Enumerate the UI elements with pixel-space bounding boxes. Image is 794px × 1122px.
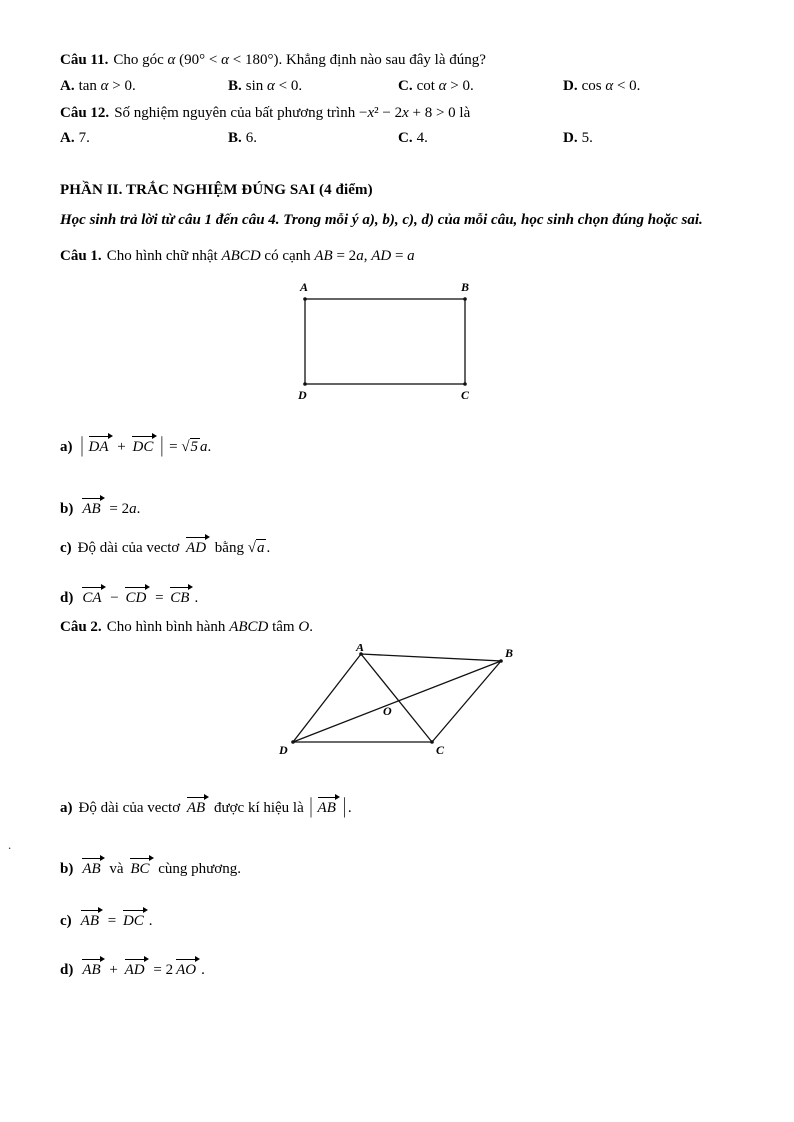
math-token-vec: CB: [168, 586, 193, 607]
parallelogram-figure: [277, 644, 754, 774]
statement-text: [79, 501, 140, 517]
math-token-bar: |: [342, 794, 346, 819]
math-token-txt: (90° <: [175, 52, 222, 68]
math-token-txt: < 0.: [613, 77, 641, 94]
math-token-txt: =: [165, 439, 182, 455]
math-token-txt: 7.: [78, 130, 90, 147]
math-token-it: ABCD: [221, 247, 261, 264]
option-text: [582, 78, 641, 94]
section-instruction: Học sinh trả lời từ câu 1 đến câu 4. Trong mỗi ý a), b), c), d) của mỗi câu, học sinh chọn đúng hoặc sai.: [60, 211, 703, 228]
math-token-txt: cùng phương.: [154, 861, 241, 877]
math-token-vec: AD: [123, 958, 149, 979]
math-token-txt: +: [105, 962, 122, 978]
statement-label: a): [60, 799, 73, 816]
math-token-vec: BC: [128, 857, 153, 878]
option-label: A.: [60, 77, 75, 94]
option-text: [79, 78, 136, 94]
math-token-txt: Cho góc: [113, 52, 168, 68]
stray-mark: .: [8, 837, 12, 852]
vertex-label-b: B: [505, 645, 514, 660]
statement-c1-c: [60, 536, 754, 560]
math-token-it: x: [402, 104, 409, 121]
option-text: [417, 78, 474, 94]
math-token-txt: > 0.: [108, 77, 136, 94]
question-11-text: [113, 52, 486, 68]
math-token-vec: CD: [123, 586, 150, 607]
math-token-txt: + 8 > 0 là: [408, 104, 471, 121]
option-12-b: [228, 128, 398, 150]
option-11-b: [228, 76, 398, 98]
math-token-it: a: [407, 247, 415, 264]
option-label: B.: [228, 77, 242, 94]
statement-c1-a: [60, 435, 754, 459]
diagonal-ac: [361, 654, 432, 742]
math-token-vec: AB: [185, 796, 209, 817]
statement-text: [79, 433, 212, 458]
math-token-it: α: [605, 77, 614, 94]
math-token-vec: AB: [79, 909, 103, 930]
parallelogram-svg: [277, 644, 527, 766]
statement-c2-b: [60, 857, 754, 881]
rectangle-shape: [305, 299, 465, 384]
option-label: C.: [398, 130, 413, 147]
question-c1-label: Câu 1.: [60, 247, 102, 264]
statement-c2-c: [60, 909, 754, 933]
math-token-txt: .: [136, 500, 141, 517]
math-token-vec: AD: [184, 536, 210, 557]
statement-c2-a: [60, 796, 754, 820]
question-11-options: [60, 76, 754, 98]
question-12-options: [60, 128, 754, 150]
option-label: C.: [398, 77, 413, 94]
vertex-label-c: C: [436, 742, 445, 757]
math-token-txt: Độ dài của vectơ: [78, 799, 184, 816]
question-11: [60, 50, 754, 72]
math-token-it: a: [200, 439, 208, 455]
option-12-a: [60, 128, 228, 150]
math-token-txt: 4.: [416, 130, 428, 147]
math-token-txt: ,: [363, 247, 372, 264]
math-token-vec: DC: [130, 435, 157, 456]
rectangle-figure: [291, 281, 754, 409]
math-token-txt: = 2: [332, 247, 357, 264]
math-token-sqrt: √5: [181, 439, 199, 455]
math-token-it: a: [356, 247, 364, 264]
math-token-it: a: [129, 500, 137, 517]
question-c1-text: [107, 248, 415, 264]
question-c2-label: Câu 2.: [60, 619, 102, 635]
math-token-it: α: [167, 52, 176, 68]
statement-label: d): [60, 589, 74, 606]
math-token-txt: ² − 2: [374, 104, 403, 121]
option-label: D.: [563, 130, 578, 147]
math-token-txt: .: [347, 799, 352, 816]
vertex-label-c: C: [461, 388, 470, 402]
statement-text: [78, 794, 352, 819]
statement-label: b): [60, 861, 74, 877]
math-token-txt: .: [266, 540, 271, 556]
option-label: B.: [228, 130, 242, 147]
math-token-txt: > 0.: [446, 77, 474, 94]
question-12: [60, 103, 754, 125]
option-text: [79, 130, 90, 146]
math-token-sqrt: √a: [247, 540, 265, 556]
math-token-it: α: [221, 52, 229, 68]
statement-label: b): [60, 500, 74, 517]
math-token-txt: .: [309, 619, 313, 635]
option-12-c: [398, 128, 563, 150]
math-token-vec: AB: [316, 796, 340, 817]
math-token-vec: DC: [121, 909, 148, 930]
math-token-txt: sin: [245, 77, 268, 94]
statement-label: c): [60, 912, 72, 929]
math-token-txt: = 2: [105, 500, 130, 517]
vertex-label-d: D: [298, 388, 307, 402]
math-token-txt: =: [151, 589, 168, 606]
math-token-txt: bằng: [211, 540, 248, 556]
question-12-text: [114, 105, 470, 121]
math-token-txt: cot: [416, 77, 439, 94]
option-text: [246, 130, 257, 146]
math-token-txt: có cạnh: [260, 247, 315, 264]
option-11-a: [60, 76, 228, 98]
math-token-txt: =: [103, 912, 120, 929]
math-token-txt: .: [194, 589, 199, 606]
question-c2-text: [107, 619, 313, 635]
math-token-it: α: [438, 77, 447, 94]
vertex-label-d: D: [279, 742, 288, 757]
math-token-vec: AB: [80, 857, 104, 878]
math-token-vec: AB: [80, 497, 104, 518]
corner-dots: [303, 297, 467, 386]
math-token-txt: .: [207, 439, 212, 455]
math-token-txt: < 180°). Khẳng định nào sau đây là đúng?: [228, 52, 486, 68]
option-label: D.: [563, 77, 578, 94]
statement-text: [79, 590, 198, 606]
option-label: A.: [60, 130, 75, 147]
math-token-it: AB: [314, 247, 333, 264]
statement-label: d): [60, 962, 74, 978]
vertex-label-a: A: [356, 643, 365, 654]
math-token-txt: =: [391, 247, 408, 264]
option-text: [417, 130, 428, 146]
question-12-label: Câu 12.: [60, 104, 110, 121]
math-token-txt: Cho hình bình hành: [106, 619, 230, 635]
statement-c1-d: [60, 586, 754, 610]
option-12-d: [563, 128, 754, 150]
math-token-it: ABCD: [229, 619, 269, 635]
math-token-txt: 6.: [245, 130, 258, 147]
math-token-txt: được kí hiệu là: [210, 799, 308, 816]
math-token-it: α: [100, 77, 109, 94]
math-token-txt: = 2: [149, 962, 174, 978]
math-token-bar: |: [309, 794, 313, 819]
statement-text: [78, 540, 271, 556]
math-token-txt: tan: [78, 77, 101, 94]
math-token-txt: Độ dài của vectơ: [77, 540, 184, 556]
math-token-txt: +: [113, 439, 130, 455]
question-c2: [60, 617, 754, 639]
math-token-txt: và: [105, 861, 128, 877]
option-11-c: [398, 76, 563, 98]
option-11-d: [563, 76, 754, 98]
statement-text: [79, 962, 205, 978]
math-token-it: α: [267, 77, 275, 94]
math-token-txt: .: [201, 962, 205, 978]
math-token-txt: tâm: [268, 619, 299, 635]
statement-label: a): [60, 439, 73, 455]
math-token-vec: AB: [80, 958, 104, 979]
statement-c1-b: [60, 497, 754, 521]
math-token-txt: Số nghiệm nguyên của bất phương trình −: [114, 104, 368, 121]
question-11-label: Câu 11.: [60, 52, 109, 68]
math-token-txt: Cho hình chữ nhật: [106, 247, 222, 264]
math-token-txt: < 0.: [274, 77, 303, 94]
rectangle-svg: [291, 281, 481, 401]
statement-text: [78, 913, 153, 929]
math-token-it: x: [367, 104, 375, 121]
math-token-bar: |: [160, 433, 164, 458]
statement-label: c): [60, 540, 72, 556]
math-token-vec: CA: [80, 586, 105, 607]
math-token-txt: cos: [581, 77, 606, 94]
math-token-it: O: [298, 619, 310, 635]
option-text: [246, 78, 302, 94]
vertex-label-a: A: [300, 281, 309, 295]
math-token-it: AD: [371, 247, 392, 264]
math-token-txt: .: [148, 912, 153, 929]
question-c1: [60, 246, 754, 268]
math-token-vec: AO: [174, 958, 200, 979]
section-heading: PHẦN II. TRẮC NGHIỆM ĐÚNG SAI (4 điểm): [60, 182, 373, 198]
center-label-o: O: [383, 703, 392, 718]
math-token-bar: |: [80, 433, 84, 458]
statement-c2-d: [60, 958, 754, 982]
math-token-vec: DA: [87, 435, 113, 456]
vertex-label-b: B: [461, 281, 470, 295]
math-token-txt: 5.: [581, 130, 593, 147]
math-token-txt: −: [106, 589, 123, 606]
option-text: [582, 130, 593, 146]
statement-text: [79, 861, 241, 877]
